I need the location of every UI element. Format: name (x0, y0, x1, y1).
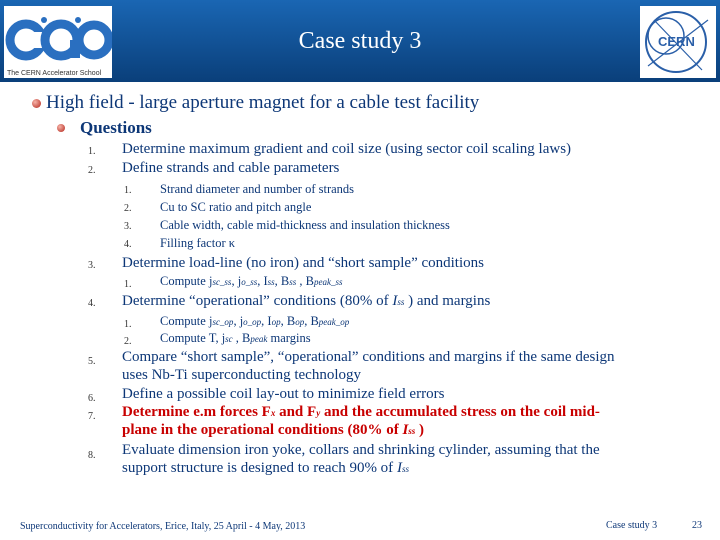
subitem-number: 3. (124, 221, 132, 232)
list-item: Determine “operational” conditions (80% of Iss ) and margins (122, 293, 491, 309)
list-item: Define strands and cable parameters (122, 160, 340, 176)
sublist-item: Cable width, cable mid-thickness and insulation thickness (160, 218, 450, 232)
list-item: Determine load-line (no iron) and “short sample” conditions (122, 255, 484, 271)
header-bar (0, 0, 720, 82)
item-number: 2. (88, 165, 96, 176)
sublist-item: Strand diameter and number of strands (160, 182, 355, 196)
sublist-item: Compute jsc_op, jo_op, Iop, Bop, Bpeak_op (160, 314, 350, 328)
list-item: Define a possible coil lay-out to minimize field errors (122, 386, 445, 402)
item-number: 6. (88, 393, 96, 404)
sublist-item: Compute jsc_ss, jo_ss, Iss, Bss , Bpeak_ss (160, 274, 343, 288)
sublist-item: Filling factor κ (160, 236, 236, 250)
list-item-highlight: Determine e.m forces Fx and Fy and the accumulated stress on the coil mid- (122, 404, 600, 420)
subitem-number: 1. (124, 319, 132, 330)
item-number: 8. (88, 450, 96, 461)
footer-event: Superconductivity for Accelerators, Erice, Italy, 25 April - 4 May, 2013 (20, 521, 306, 532)
heading-questions: Questions (80, 118, 152, 137)
sublist-item: Compute T, jsc , Bpeak margins (160, 331, 311, 345)
list-item: Determine maximum gradient and coil size (using sector coil scaling laws) (122, 141, 572, 157)
item-number: 7. (88, 411, 96, 422)
cern-logo-text: CERN (658, 34, 695, 49)
item-number: 3. (88, 260, 96, 271)
slide-title: Case study 3 (298, 28, 422, 54)
list-item: Compare “short sample”, “operational” conditions and margins if the same design (122, 349, 615, 365)
footer-title: Case study 3 (606, 520, 658, 531)
subitem-number: 2. (124, 336, 132, 347)
heading-level1: High field - large aperture magnet for a cable test facility (46, 92, 480, 113)
subitem-number: 2. (124, 203, 132, 214)
subitem-number: 1. (124, 185, 132, 196)
list-item-continued: uses Nb-Ti superconducting technology (122, 367, 362, 383)
item-number: 5. (88, 356, 96, 367)
cern-logo (640, 6, 716, 78)
bullet-icon (57, 124, 65, 132)
sublist-item: Cu to SC ratio and pitch angle (160, 200, 312, 214)
subitem-number: 1. (124, 279, 132, 290)
page-number: 23 (692, 520, 702, 531)
list-item-continued: support structure is designed to reach 90% of Iss (122, 460, 409, 476)
cas-logo-text: The CERN Accelerator School (7, 70, 102, 77)
list-item-highlight-continued: plane in the operational conditions (80% of Iss ) (122, 422, 425, 438)
subitem-number: 4. (124, 239, 132, 250)
item-number: 4. (88, 298, 96, 309)
item-number: 1. (88, 146, 96, 157)
list-item: Evaluate dimension iron yoke, collars and shrinking cylinder, assuming that the (122, 442, 600, 458)
bullet-icon (32, 99, 41, 108)
